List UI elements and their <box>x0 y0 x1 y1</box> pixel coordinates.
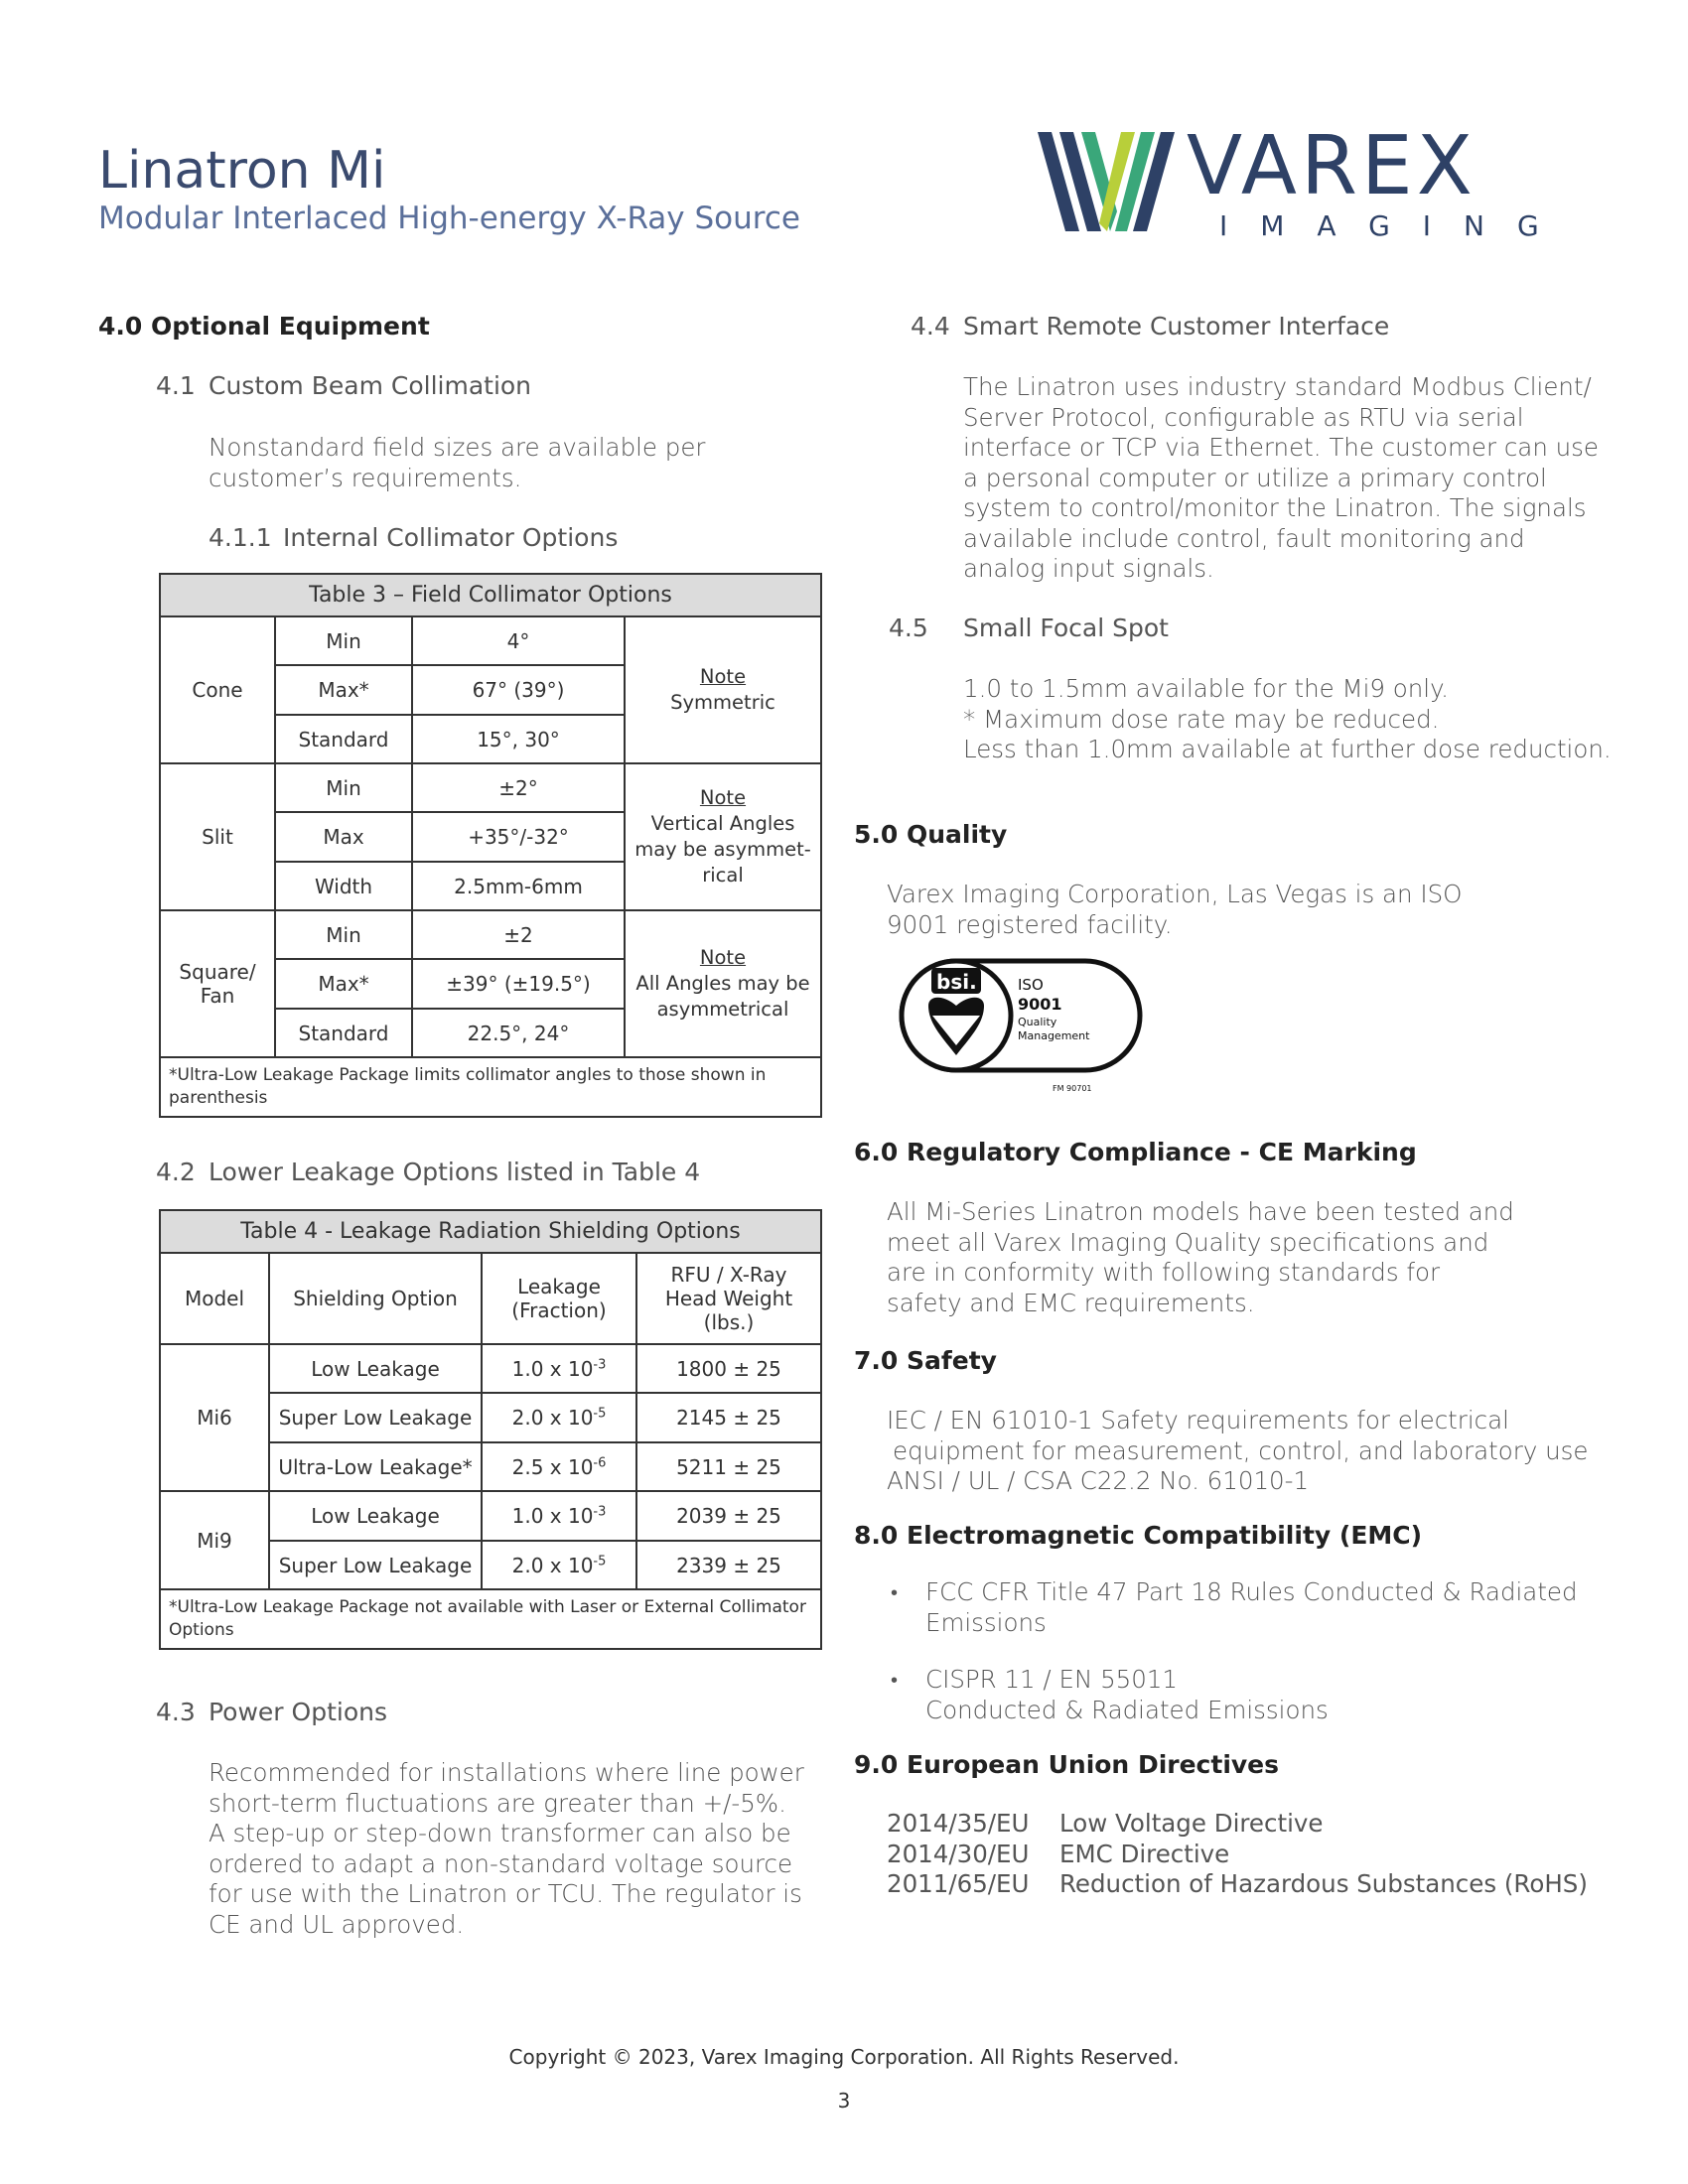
bullet-icon: • <box>891 1582 899 1604</box>
emc-item-line: Conducted & Radiated Emissions <box>925 1695 1329 1724</box>
table-cell: 2145 ± 25 <box>636 1393 821 1442</box>
page-subtitle: Modular Interlaced High-energy X-Ray Source <box>98 201 800 236</box>
table-caption: Table 4 - Leakage Radiation Shielding Options <box>160 1210 821 1253</box>
table-cell: Min <box>275 763 412 812</box>
eu-directives-list <box>887 1809 1588 1900</box>
page-number: 3 <box>837 2089 851 2113</box>
section-5-heading: 5.0 Quality <box>854 820 1008 849</box>
safety-line: ANSI / UL / CSA C22.2 No. 61010-1 <box>887 1466 1310 1495</box>
table-cell: Standard <box>275 1009 412 1057</box>
section-4-1-title: Custom Beam Collimation <box>209 371 532 400</box>
section-4-1-1-number: 4.1.1 <box>209 523 272 552</box>
svg-text:bsi.: bsi. <box>936 970 977 994</box>
section-4-4-body: The Linatron uses industry standard Modbus Client/ Server Protocol, configurable as RTU via serial interface or TCP via Ethernet. The customer can use a personal computer or utilize a primary control system to control/monitor the Linatron. The signals available include control, fault monitoring and analog input signals. <box>963 372 1600 583</box>
table-cell: 2339 ± 25 <box>636 1541 821 1589</box>
focal-spot-line: * Maximum dose rate may be reduced. <box>963 704 1440 734</box>
leakage-value: 1.0 x $10^{-3}$ <box>482 1491 636 1541</box>
row-group-cone: Cone <box>160 616 275 763</box>
svg-text:Quality: Quality <box>1018 1016 1057 1028</box>
directive-code: 2014/30/EU <box>887 1839 1030 1868</box>
page-title: Linatron Mi <box>98 141 386 201</box>
section-9-heading: 9.0 European Union Directives <box>854 1750 1280 1779</box>
table-cell: Super Low Leakage <box>269 1393 482 1442</box>
note-label: Note <box>699 946 747 969</box>
focal-spot-line: 1.0 to 1.5mm available for the Mi9 only. <box>963 674 1449 703</box>
table-cell: 5211 ± 25 <box>636 1442 821 1491</box>
table-cell: ±2° <box>412 763 625 812</box>
section-4-4-number: 4.4 <box>911 312 950 341</box>
note-text: All Angles may be asymmetrical <box>635 972 810 1021</box>
table-cell: 1800 ± 25 <box>636 1344 821 1393</box>
table-cell: Super Low Leakage <box>269 1541 482 1589</box>
section-4-heading: 4.0 Optional Equipment <box>98 312 430 341</box>
section-4-5-title: Small Focal Spot <box>963 614 1169 642</box>
safety-line: IEC / EN 61010-1 Safety requirements for electrical <box>887 1406 1509 1434</box>
note-text: Symmetric <box>670 691 775 714</box>
section-6-body: All Mi-Series Linatron models have been tested and meet all Varex Imaging Quality specifications and are in conformity with following standards for safety and EMC requirements. <box>887 1197 1514 1317</box>
varex-logo <box>1038 124 1574 248</box>
leakage-value: 1.0 x $10^{-3}$ <box>482 1344 636 1393</box>
table-cell: Standard <box>275 715 412 763</box>
note-text: Vertical Angles may be asymmet-rical <box>634 812 811 887</box>
section-4-2-number: 4.2 <box>156 1158 196 1186</box>
svg-text:ISO: ISO <box>1018 976 1044 994</box>
table-cell: Min <box>275 910 412 959</box>
section-4-2-title: Lower Leakage Options listed in Table 4 <box>209 1158 701 1186</box>
table-cell: +35°/-32° <box>412 812 625 862</box>
table-cell: ±2 <box>412 910 625 959</box>
leakage-value: 2.0 x $10^{-5}$ <box>482 1393 636 1442</box>
bsi-badge-graphic <box>899 958 1147 1097</box>
logo-word: VAREX <box>1187 124 1477 213</box>
table-cell: 2039 ± 25 <box>636 1491 821 1541</box>
section-4-1-body: Nonstandard field sizes are available per customer’s requirements. <box>209 433 706 492</box>
section-4-1-number: 4.1 <box>156 371 196 400</box>
copyright-notice: Copyright © 2023, Varex Imaging Corporation. All Rights Reserved. <box>508 2045 1180 2069</box>
table-cell: 67° (39°) <box>412 665 625 715</box>
bsi-iso-badge <box>899 958 1147 1102</box>
section-4-5-body <box>963 674 1612 765</box>
model-mi6: Mi6 <box>160 1344 269 1491</box>
directive-name: Reduction of Hazardous Substances (RoHS) <box>1059 1869 1588 1898</box>
emc-item-2 <box>925 1665 1329 1725</box>
column-header: Shielding Option <box>269 1253 482 1344</box>
cone-note <box>625 616 821 763</box>
bullet-icon: • <box>891 1670 899 1692</box>
leakage-value: 2.5 x $10^{-6}$ <box>482 1442 636 1491</box>
note-label: Note <box>699 786 747 809</box>
slit-note <box>625 763 821 910</box>
emc-item-line: Emissions <box>925 1607 1047 1637</box>
leakage-shielding-table <box>159 1209 822 1650</box>
model-mi9: Mi9 <box>160 1491 269 1589</box>
section-7-body <box>887 1406 1589 1497</box>
svg-text:Management: Management <box>1018 1029 1090 1042</box>
table-cell: 22.5°, 24° <box>412 1009 625 1057</box>
table-footnote: *Ultra-Low Leakage Package limits collimator angles to those shown in parenthesis <box>160 1057 821 1117</box>
section-4-5-number: 4.5 <box>889 614 928 642</box>
table-cell: Max* <box>275 959 412 1009</box>
svg-text:FM 90701: FM 90701 <box>1053 1084 1092 1093</box>
table-cell: Low Leakage <box>269 1491 482 1541</box>
table-cell: Width <box>275 862 412 910</box>
table-cell: 15°, 30° <box>412 715 625 763</box>
table-caption: Table 3 – Field Collimator Options <box>160 574 821 616</box>
directive-code: 2011/65/EU <box>887 1869 1030 1898</box>
emc-item-line: CISPR 11 / EN 55011 <box>925 1665 1179 1694</box>
leakage-value: 2.0 x $10^{-5}$ <box>482 1541 636 1589</box>
table-footnote: *Ultra-Low Leakage Package not available with Laser or External Collimator Options <box>160 1589 821 1649</box>
focal-spot-line: Less than 1.0mm available at further dose reduction. <box>963 735 1612 763</box>
row-group-square-fan: Square/ Fan <box>160 910 275 1057</box>
field-collimator-table <box>159 573 822 1118</box>
table-cell: Max* <box>275 665 412 715</box>
varex-logo-mark <box>1038 124 1574 243</box>
section-7-heading: 7.0 Safety <box>854 1346 997 1375</box>
square-fan-note <box>625 910 821 1057</box>
table-cell: 4° <box>412 616 625 665</box>
directive-name: EMC Directive <box>1059 1839 1230 1868</box>
column-header: Model <box>160 1253 269 1344</box>
directive-name: Low Voltage Directive <box>1059 1809 1324 1838</box>
section-8-heading: 8.0 Electromagnetic Compatibility (EMC) <box>854 1521 1423 1550</box>
table-cell: Max <box>275 812 412 862</box>
column-header: RFU / X-Ray Head Weight (lbs.) <box>636 1253 821 1344</box>
table-cell: ±39° (±19.5°) <box>412 959 625 1009</box>
section-5-body: Varex Imaging Corporation, Las Vegas is an ISO 9001 registered facility. <box>887 880 1463 939</box>
section-4-4-title: Smart Remote Customer Interface <box>963 312 1390 341</box>
table-cell: Min <box>275 616 412 665</box>
section-4-3-title: Power Options <box>209 1698 387 1726</box>
table-cell: 2.5mm-6mm <box>412 862 625 910</box>
emc-item-1 <box>925 1577 1578 1638</box>
safety-line: equipment for measurement, control, and laboratory use <box>893 1435 1589 1465</box>
section-4-3-number: 4.3 <box>156 1698 196 1726</box>
logo-sub: IMAGING <box>1219 209 1572 242</box>
table-cell: Ultra-Low Leakage* <box>269 1442 482 1491</box>
column-header: Leakage (Fraction) <box>482 1253 636 1344</box>
svg-text:9001: 9001 <box>1018 995 1062 1014</box>
row-group-slit: Slit <box>160 763 275 910</box>
section-4-1-1-title: Internal Collimator Options <box>283 523 619 552</box>
table-cell: Low Leakage <box>269 1344 482 1393</box>
section-4-3-body: Recommended for installations where line power short-term fluctuations are greater than +/-5%. A step-up or step-down transformer can also be ordered to adapt a non-standard voltage source for use with the Linatron or TCU. The regulator is CE and UL approved. <box>209 1758 804 1939</box>
emc-item-line: FCC CFR Title 47 Part 18 Rules Conducted & Radiated <box>925 1577 1578 1606</box>
section-6-heading: 6.0 Regulatory Compliance - CE Marking <box>854 1138 1417 1166</box>
note-label: Note <box>699 665 747 688</box>
directive-code: 2014/35/EU <box>887 1809 1030 1838</box>
